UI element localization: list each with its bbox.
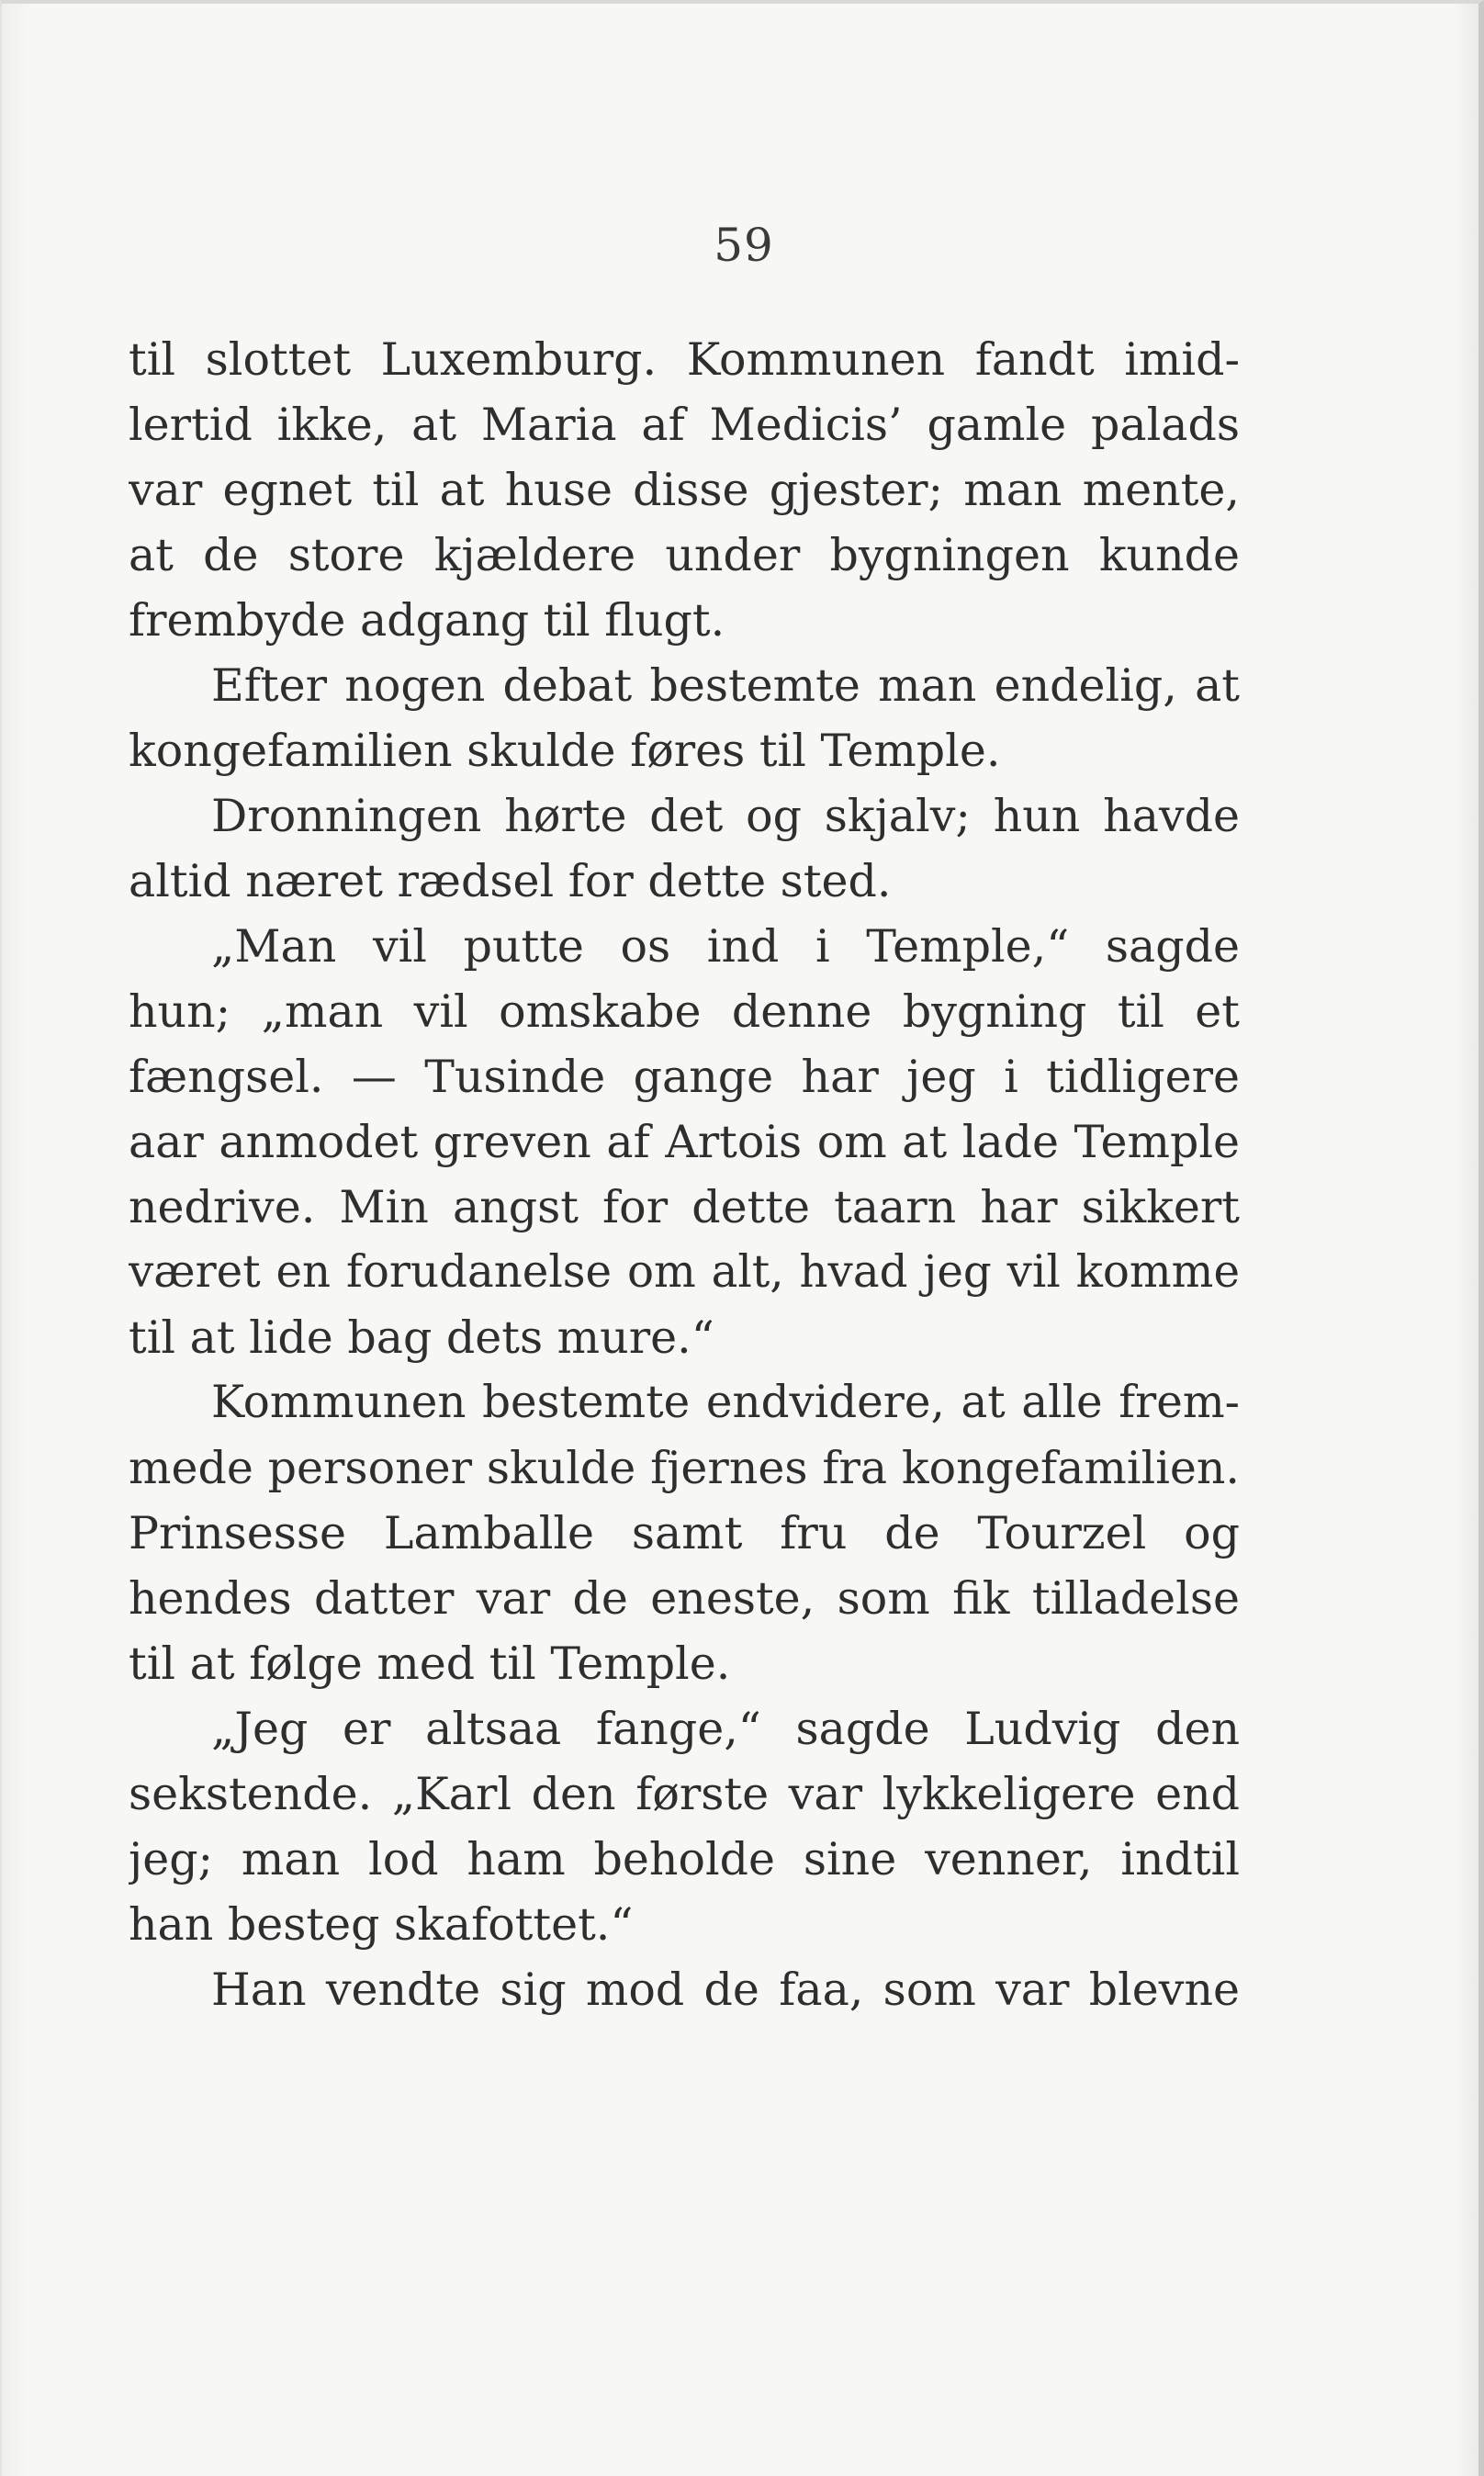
text-line: til at følge med til Temple. xyxy=(129,1638,731,1690)
page-number: 59 xyxy=(714,219,774,272)
text-line: var egnet til at huse disse gjester; man mente, xyxy=(129,464,1240,516)
text-line: jeg; man lod ham beholde sine venner, indtil xyxy=(129,1833,1240,1885)
text-line: Dronningen hørte det og skjalv; hun havde xyxy=(211,790,1240,842)
text-line: altid næret rædsel for dette sted. xyxy=(129,855,892,907)
text-line: hendes datter var de eneste, som fik tilladelse xyxy=(129,1572,1240,1625)
text-line: at de store kjældere under bygningen kunde xyxy=(129,529,1240,581)
text-line: lertid ikke, at Maria af Medicis’ gamle palads xyxy=(129,399,1240,451)
text-line: Kommunen bestemte endvidere, at alle frem- xyxy=(211,1377,1240,1428)
text-line: aar anmodet greven af Artois om at lade Temple xyxy=(129,1116,1240,1168)
text-line: til slottet Luxemburg. Kommunen fandt imid- xyxy=(129,333,1240,386)
text-line: „Jeg er altsaa fange,“ sagde Ludvig den xyxy=(211,1703,1240,1755)
text-line: været en forudanelse om alt, hvad jeg vil komme xyxy=(129,1246,1240,1298)
text-line: hun; „man vil omskabe denne bygning til et xyxy=(129,985,1240,1038)
text-line: fængsel. — Tusinde gange har jeg i tidligere xyxy=(129,1051,1240,1103)
text-line: han besteg skafottet.“ xyxy=(129,1898,634,1951)
text-line: Han vendte sig mod de faa, som var blevne xyxy=(211,1964,1240,2016)
text-line: til at lide bag dets mure.“ xyxy=(129,1311,714,1364)
body-text xyxy=(129,327,1240,2022)
text-line: nedrive. Min angst for dette taarn har sikkert xyxy=(129,1181,1240,1233)
text-line: frembyde adgang til flugt. xyxy=(129,594,725,647)
text-line: sekstende. „Karl den første var lykkeligere end xyxy=(129,1768,1240,1820)
text-line: Efter nogen debat bestemte man endelig, at xyxy=(211,659,1240,712)
text-line: mede personer skulde fjernes fra kongefamilien. xyxy=(129,1442,1240,1494)
text-line: „Man vil putte os ind i Temple,“ sagde xyxy=(211,920,1240,973)
text-line: Prinsesse Lamballe samt fru de Tourzel og xyxy=(129,1507,1240,1559)
text-line: kongefamilien skulde føres til Temple. xyxy=(129,725,1001,777)
